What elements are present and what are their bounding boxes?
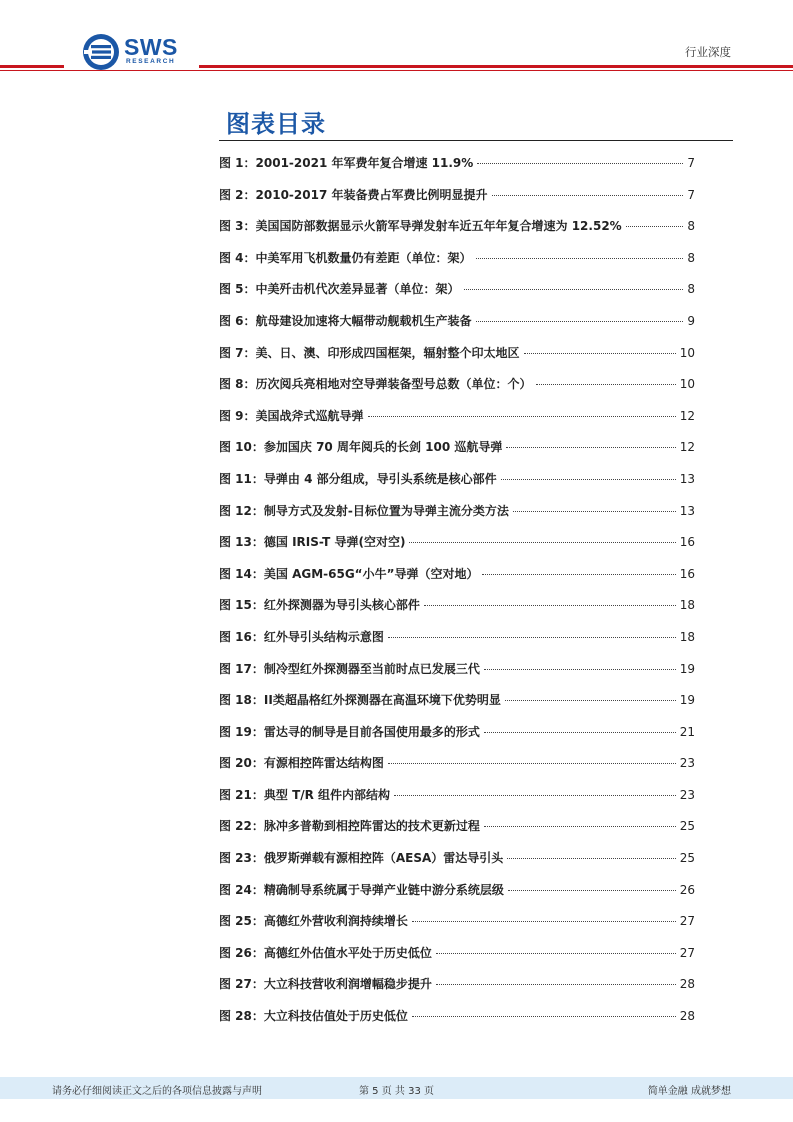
company-logo [82,33,192,71]
entry-title: 红外探测器为导引头核心部件 [263,598,420,613]
entry-page-number: 8 [687,219,695,234]
entry-page-number: 16 [679,535,695,550]
entry-label: 图 26： [219,945,264,960]
entry-label: 图 20： [219,756,264,771]
entry-page-number: 25 [679,851,695,866]
section-label: 行业深度 [685,45,731,59]
entry-page-number: 8 [687,250,695,265]
dot-leader [464,288,684,290]
entry-label: 图 4： [219,250,256,265]
entry-label: 图 3： [219,219,256,234]
entry-label: 图 23： [219,851,264,866]
entry-label: 图 8： [219,377,256,392]
toc-entry[interactable] [219,654,695,686]
dot-leader [513,510,676,512]
entry-title: 德国 IRIS-T 导弹(空对空) [263,535,406,550]
entry-label: 图 14： [219,566,264,581]
entry-page-number: 27 [679,914,695,929]
toc-entry[interactable] [219,969,695,1001]
toc-entry[interactable] [219,180,695,212]
entry-title: 2010-2017 年装备费占军费比例明显提升 [255,187,488,202]
sws-logo-icon [82,33,120,71]
logo-subtext: RESEARCH [126,58,176,65]
entry-label: 图 24： [219,882,264,897]
entry-label: 图 5： [219,282,256,297]
toc-entry[interactable] [219,780,695,812]
toc-entry[interactable] [219,369,695,401]
entry-label: 图 9： [219,408,256,423]
toc-entry[interactable] [219,306,695,338]
dot-leader [412,920,676,922]
entry-title: 美国 AGM-65G“小牛”导弹（空对地） [263,566,479,581]
toc-entry[interactable] [219,843,695,875]
dot-leader [412,1015,676,1017]
toc-entry[interactable] [219,464,695,496]
toc-entry[interactable] [219,496,695,528]
dot-leader [484,825,676,827]
toc-entry[interactable] [219,527,695,559]
entry-page-number: 18 [679,598,695,613]
dot-leader [508,889,676,891]
entry-title: 大立科技估值处于历史低位 [263,1009,408,1024]
entry-label: 图 2： [219,187,256,202]
entry-title: 典型 T/R 组件内部结构 [263,787,391,802]
entry-label: 图 15： [219,598,264,613]
dot-leader [388,636,676,638]
entry-page-number: 9 [687,313,695,328]
dot-leader [477,162,683,164]
entry-title: 参加国庆 70 周年阅兵的长剑 100 巡航导弹 [263,440,503,455]
entry-page-number: 10 [679,345,695,360]
entry-label: 图 10： [219,440,264,455]
entry-label: 图 25： [219,914,264,929]
entry-label: 图 7： [219,345,256,360]
dot-leader [388,762,676,764]
entry-page-number: 23 [679,756,695,771]
figure-list [219,148,695,1033]
dot-leader [501,478,676,480]
dot-leader [482,573,675,575]
dot-leader [505,699,676,701]
entry-title: 红外导引头结构示意图 [263,629,384,644]
dot-leader [476,320,684,322]
dot-leader [492,194,684,196]
entry-page-number: 7 [687,187,695,202]
toc-entry[interactable] [219,243,695,275]
header-rule-thin [0,70,793,71]
entry-page-number: 10 [679,377,695,392]
dot-leader [436,952,676,954]
entry-label: 图 27： [219,977,264,992]
entry-title: 脉冲多普勒到相控阵雷达的技术更新过程 [263,819,480,834]
entry-page-number: 7 [687,156,695,170]
entry-label: 图 22： [219,819,264,834]
entry-title: 美国国防部数据显示火箭军导弹发射车近五年年复合增速为 12.52% [255,219,622,234]
dot-leader [536,383,676,385]
toc-entry[interactable] [219,590,695,622]
dot-leader [484,731,676,733]
entry-title: 精确制导系统属于导弹产业链中游分系统层级 [263,882,504,897]
dot-leader [626,225,684,227]
toc-entry[interactable] [219,938,695,970]
entry-title: 大立科技营收利润增幅稳步提升 [263,977,432,992]
entry-page-number: 12 [679,440,695,455]
entry-label: 图 21： [219,787,264,802]
dot-leader [476,257,684,259]
dot-leader [506,446,675,448]
entry-page-number: 27 [679,945,695,960]
toc-entry[interactable] [219,148,695,180]
entry-label: 图 19： [219,724,264,739]
entry-page-number: 12 [679,408,695,423]
toc-entry[interactable] [219,685,695,717]
dot-leader [524,352,676,354]
toc-entry[interactable] [219,1001,695,1033]
dot-leader [394,794,676,796]
toc-entry[interactable] [219,338,695,370]
entry-label: 图 6： [219,313,256,328]
toc-entry[interactable] [219,717,695,749]
entry-page-number: 25 [679,819,695,834]
entry-page-number: 13 [679,503,695,518]
entry-label: 图 17： [219,661,264,676]
dot-leader [368,415,676,417]
entry-label: 图 16： [219,629,264,644]
entry-title: 制导方式及发射-目标位置为导弹主流分类方法 [263,503,509,518]
entry-title: 美国战斧式巡航导弹 [255,408,364,423]
footer-slogan: 简单金融 成就梦想 [647,1086,731,1097]
dot-leader [484,668,676,670]
footer-page-info: 第 5 页 共 33 页 [359,1086,434,1097]
footer-disclaimer: 请务必仔细阅读正文之后的各项信息披露与声明 [52,1086,262,1097]
entry-title: II类超晶格红外探测器在高温环境下优势明显 [263,693,501,708]
toc-entry[interactable] [219,559,695,591]
entry-page-number: 19 [679,693,695,708]
entry-title: 高德红外估值水平处于历史低位 [263,945,432,960]
entry-page-number: 16 [679,566,695,581]
entry-page-number: 19 [679,661,695,676]
entry-page-number: 18 [679,629,695,644]
entry-page-number: 26 [679,882,695,897]
toc-entry[interactable] [219,401,695,433]
entry-label: 图 12： [219,503,264,518]
entry-page-number: 8 [687,282,695,297]
header-rule-left [0,65,64,68]
dot-leader [409,541,675,543]
toc-entry[interactable] [219,811,695,843]
toc-entry[interactable] [219,274,695,306]
entry-label: 图 1： [219,156,256,170]
entry-label: 图 13： [219,535,264,550]
entry-title: 导弹由 4 部分组成，导引头系统是核心部件 [263,471,497,486]
entry-label: 图 28： [219,1009,264,1024]
entry-title: 有源相控阵雷达结构图 [263,756,384,771]
entry-title: 雷达寻的制导是目前各国使用最多的形式 [263,724,480,739]
title-divider [219,140,733,141]
entry-title: 高德红外营收利润持续增长 [263,914,408,929]
entry-title: 中美军用飞机数量仍有差距（单位：架） [255,250,472,265]
toc-entry[interactable] [219,432,695,464]
dot-leader [424,604,676,606]
entry-title: 历次阅兵亮相地对空导弹装备型号总数（单位：个） [255,377,532,392]
toc-entry[interactable] [219,748,695,780]
entry-title: 美、日、澳、印形成四国框架，辐射整个印太地区 [255,345,520,360]
toc-entry[interactable] [219,906,695,938]
entry-title: 中美歼击机代次差异显著（单位：架） [255,282,460,297]
dot-leader [436,983,676,985]
entry-page-number: 13 [679,471,695,486]
entry-label: 图 11： [219,471,264,486]
logo-text: SWS [124,34,178,60]
entry-title: 制冷型红外探测器至当前时点已发展三代 [263,661,480,676]
header-rule-right [199,65,793,68]
entry-title: 2001-2021 年军费年复合增速 11.9% [255,156,474,170]
toc-entry[interactable] [219,622,695,654]
entry-page-number: 23 [679,787,695,802]
entry-page-number: 28 [679,977,695,992]
entry-page-number: 21 [679,724,695,739]
dot-leader [507,857,675,859]
page-title: 图表目录 [226,110,326,138]
entry-page-number: 28 [679,1009,695,1024]
entry-title: 航母建设加速将大幅带动舰载机生产装备 [255,313,472,328]
toc-entry[interactable] [219,875,695,907]
entry-label: 图 18： [219,693,264,708]
entry-title: 俄罗斯弹载有源相控阵（AESA）雷达导引头 [263,851,504,866]
toc-entry[interactable] [219,211,695,243]
